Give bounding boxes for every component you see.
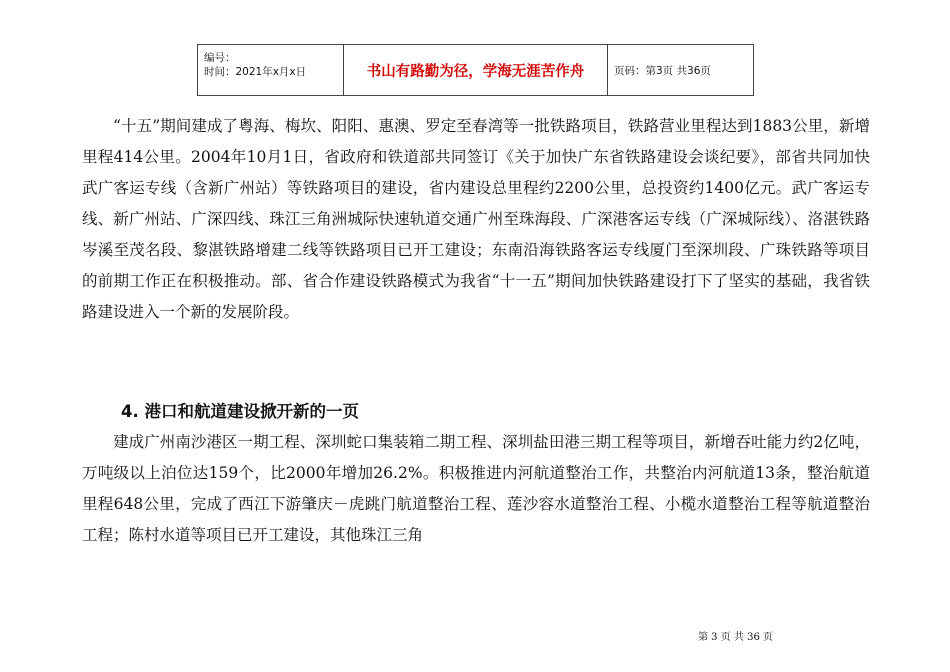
- document-time-label: 时间：2021年x月x日: [204, 66, 307, 78]
- header-meta-cell: [198, 45, 344, 95]
- section-heading: 4. 港口和航道建设掀开新的一页: [121, 402, 359, 421]
- document-number-label: 编号：: [204, 52, 236, 64]
- page-header-table: [197, 44, 754, 96]
- body-paragraph-railway: [82, 111, 870, 394]
- page-footer: 第 3 页 共 36 页: [698, 632, 773, 643]
- header-page-code: 页码：第3页 共36页: [614, 64, 711, 77]
- paragraph-text: “十五”期间建成了粤海、梅坎、阳阳、惠澳、罗定至春湾等一批铁路项目，铁路营业里程达到1883公里，新增里程414公里。2004年10月1日，省政府和铁道部共同签订《关于加快广东省铁路建设会谈纪要》，部省共同加快武广客运专线（含新广州站）等铁路项目的建设，省内建设总里程约2200公里，总投资约1400亿元。武广客运专线、新广州站、广深四线、珠江三角洲城际快速轨道交通广州至珠海段、广深港客运专线（广深城际线）、洛湛铁路岑溪至茂名段、黎湛铁路增建二线等铁路项目已开工建设；东南沿海铁路客运专线厦门至深圳段、广珠铁路等项目的前期工作正在积极推动。部、省合作建设铁路模式为我省“十一五”期间加快铁路建设打下了坚实的基础，我省铁路建设进入一个新的发展阶段。: [82, 117, 870, 321]
- header-motto: 书山有路勤为径，学海无涯苦作舟: [344, 45, 608, 95]
- body-paragraph-ports: [82, 427, 870, 581]
- paragraph-text: 建成广州南沙港区一期工程、深圳蛇口集装箱二期工程、深圳盐田港三期工程等项目，新增吞吐能力约2亿吨，万吨级以上泊位达159个，比2000年增加26.2%。积极推进内河航道整治工作，共整治内河航道13条，整治航道里程648公里，完成了西江下游肇庆－虎跳门航道整治工程、莲沙容水道整治工程、小榄水道整治工程等航道整治工程；陈村水道等项目已开工建设，其他珠江三角: [82, 433, 870, 544]
